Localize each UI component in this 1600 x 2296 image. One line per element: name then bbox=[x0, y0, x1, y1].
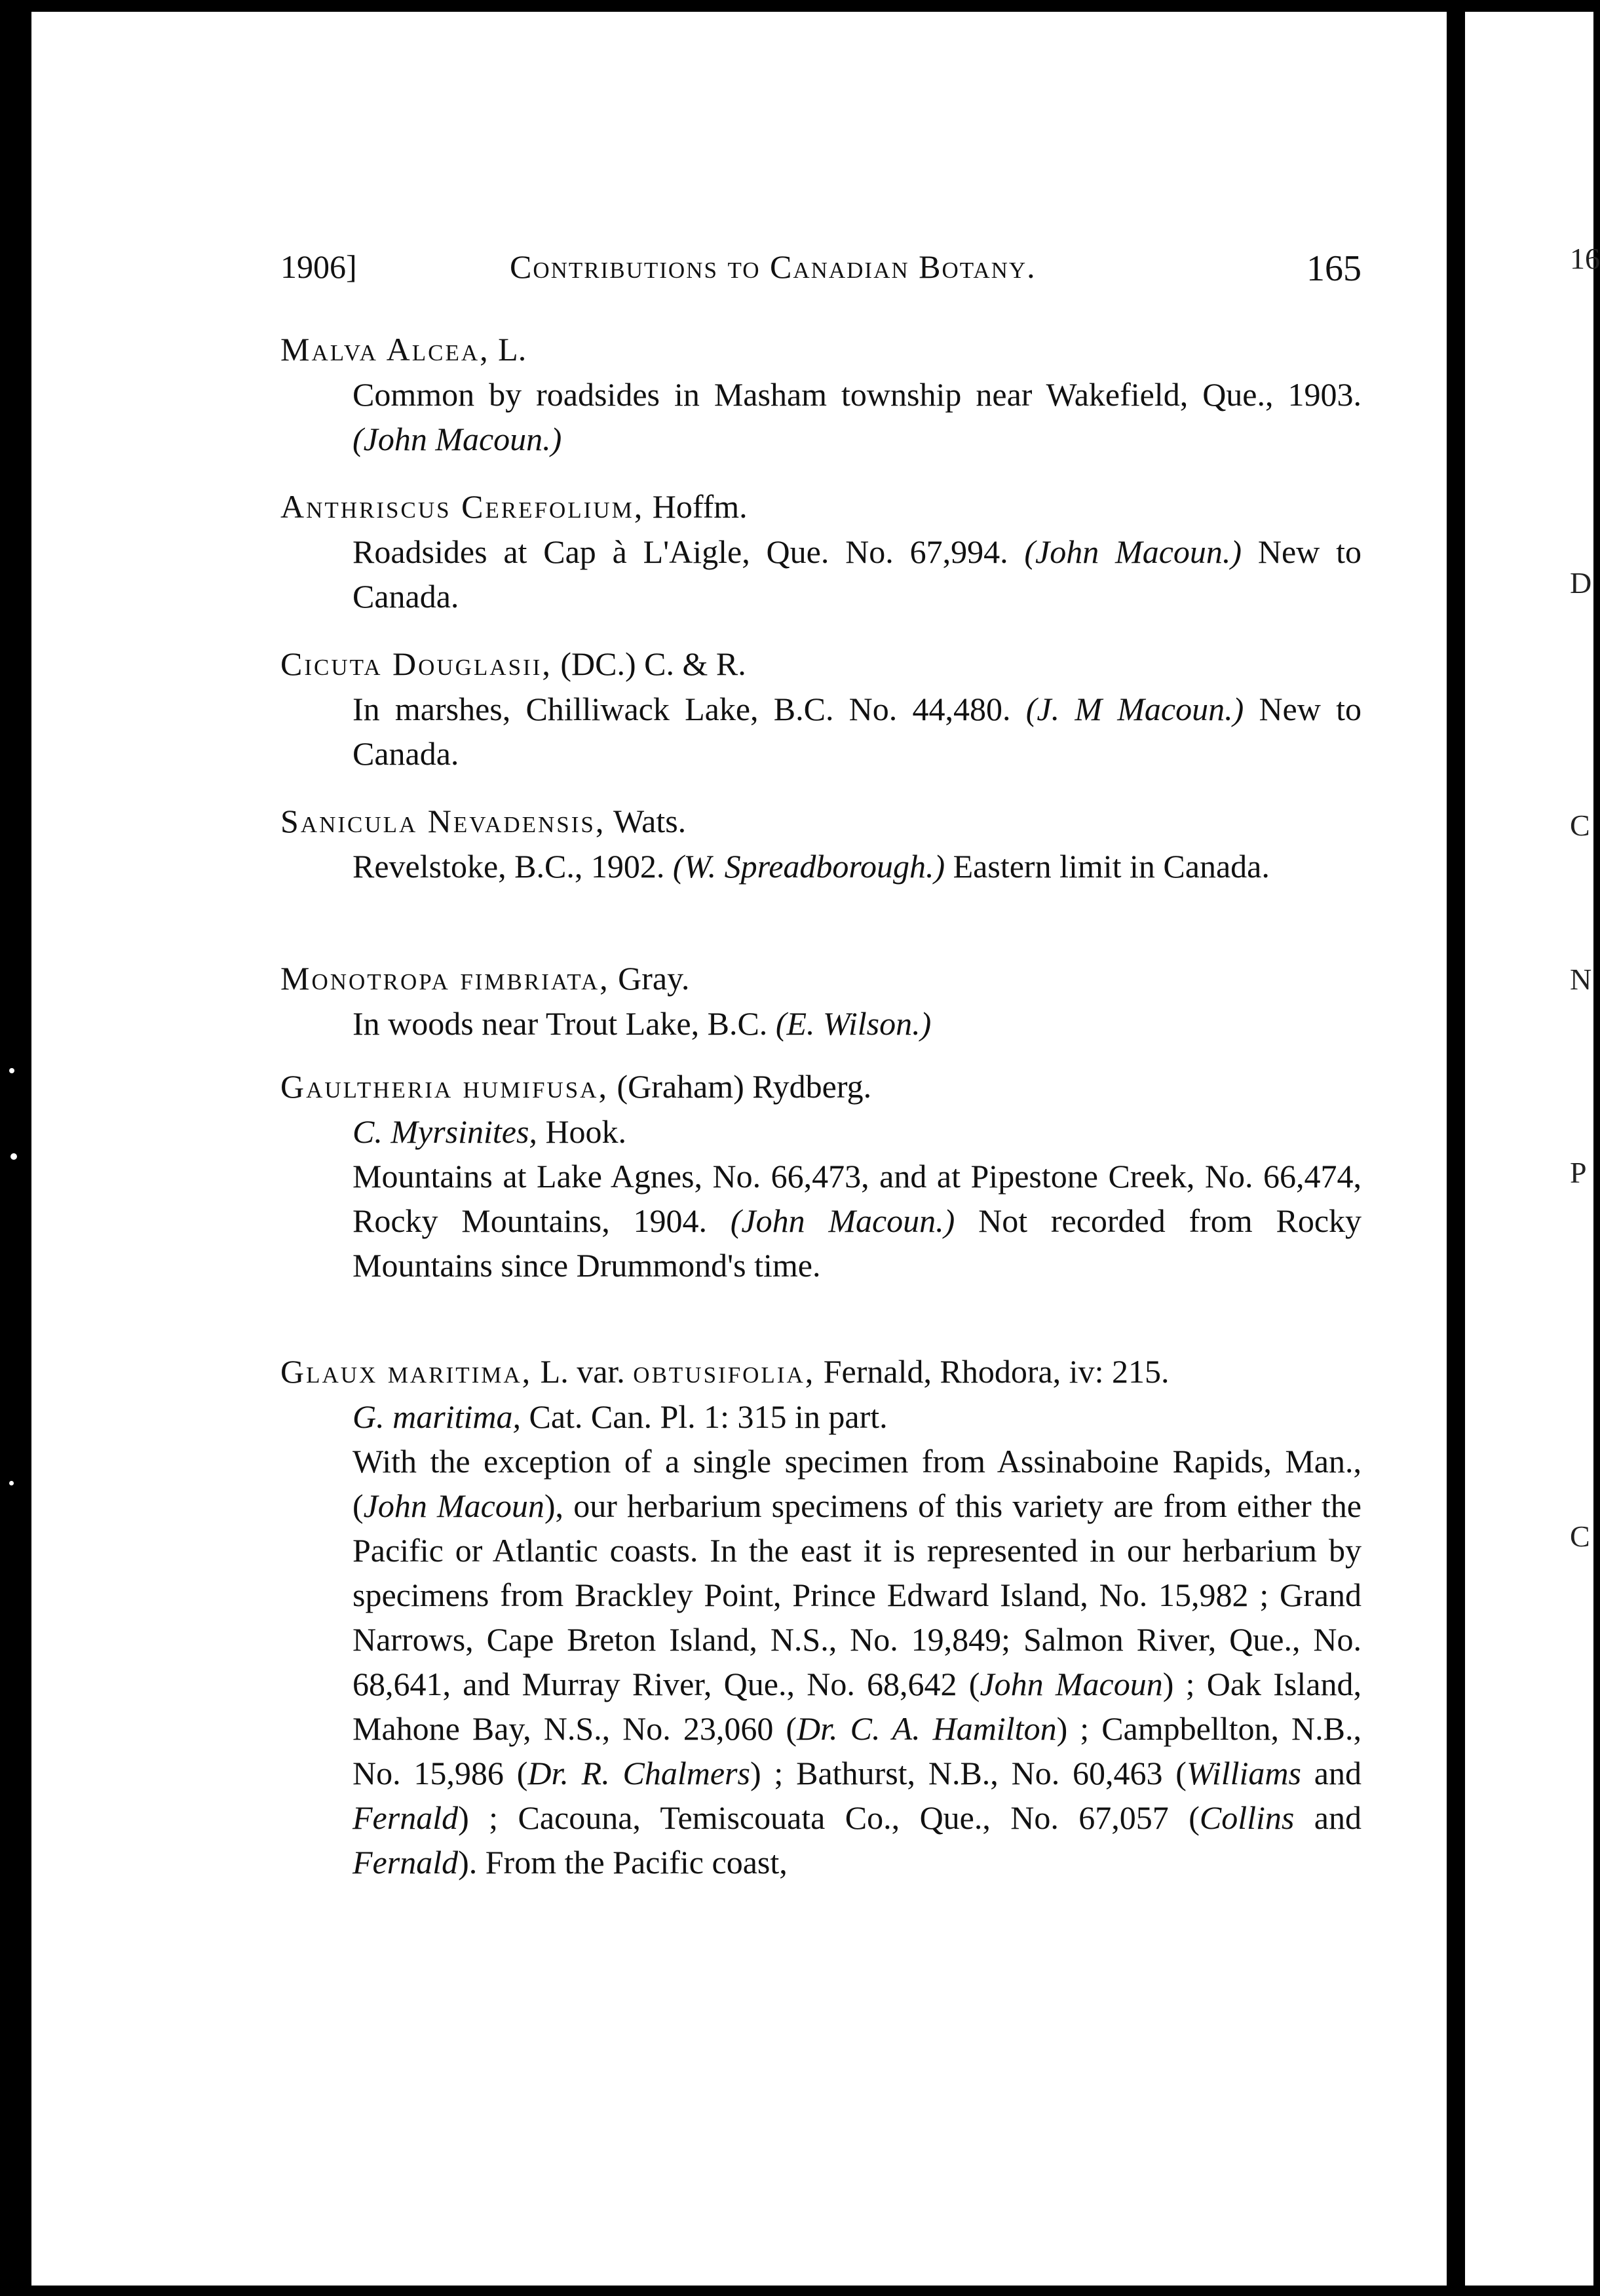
scan-speck bbox=[9, 1068, 14, 1073]
entry-text: In woods near Trout Lake, B.C. bbox=[352, 1005, 768, 1042]
collector: (John Macoun.) bbox=[352, 421, 562, 457]
facing-page-fragment: C bbox=[1570, 809, 1590, 842]
entry-note: New to Canada. bbox=[352, 533, 1362, 615]
species-entry bbox=[280, 798, 1362, 889]
species-name: Sanicula Nevadensis, bbox=[280, 803, 606, 839]
facing-page-fragment: P bbox=[1570, 1156, 1587, 1189]
species-entry bbox=[280, 1063, 1362, 1288]
species-name: Glaux maritima, bbox=[280, 1353, 533, 1390]
species-name: Gaultheria humifusa, bbox=[280, 1068, 609, 1105]
variety-authority: Fernald, Rhodora, iv: 215. bbox=[823, 1353, 1170, 1390]
species-authority: Hoffm. bbox=[652, 488, 748, 525]
species-authority: L. var. bbox=[540, 1353, 625, 1390]
facing-page-fragment: C bbox=[1570, 1520, 1590, 1553]
species-entry bbox=[280, 1349, 1362, 1885]
entry-text: Roadsides at Cap à L'Aigle, Que. No. 67,994. bbox=[352, 533, 1008, 570]
synonym: C. Myrsinites, bbox=[352, 1113, 537, 1150]
entry-text: With the exception of a single specimen from Assinaboine Rapids, Man., (John Macoun), our herbarium specimens of this variety are from either the Pacific or Atlantic coasts. In the east it is represented in our herbarium by specimens from Brackley Point, Prince Edward Island, No. 15,982 ; Grand Narrows, Cape Breton Island, N.S., No. 19,849; Salmon River, Que., No. 68,641, and Murray River, Que., No. 68,642 (John Macoun) ; Oak Island, Mahone Bay, N.S., No. 23,060 (Dr. C. A. Hamilton) ; Campbellton, N.B., No. 15,986 (Dr. R. Chalmers) ; Bathurst, N.B., No. 60,463 (Williams and Fernald) ; Cacouna, Temiscouata Co., Que., No. 67,057 (Collins and Fernald). From the Pacific coast, bbox=[352, 1443, 1362, 1881]
species-entry bbox=[280, 641, 1362, 776]
species-name: Malva Alcea, bbox=[280, 331, 490, 368]
collector: (W. Spreadborough.) bbox=[672, 848, 945, 885]
species-entry bbox=[280, 326, 1362, 461]
variety-name: obtusifolia, bbox=[633, 1353, 816, 1390]
species-authority: Wats. bbox=[613, 803, 687, 839]
species-authority: Gray. bbox=[618, 960, 690, 997]
species-entry bbox=[280, 484, 1362, 619]
collector: (J. M Macoun.) bbox=[1025, 691, 1244, 727]
synonym-authority: Cat. Can. Pl. 1: 315 in part. bbox=[529, 1398, 888, 1435]
synonym: G. maritima, bbox=[352, 1398, 521, 1435]
species-authority: (DC.) C. & R. bbox=[560, 645, 746, 682]
scan-speck bbox=[10, 1153, 17, 1160]
species-name: Cicuta Douglasii, bbox=[280, 645, 552, 682]
entry-text: In marshes, Chilliwack Lake, B.C. No. 44,480. bbox=[352, 691, 1011, 727]
collector: (John Macoun.) bbox=[1024, 533, 1242, 570]
facing-page-fragment: D bbox=[1570, 566, 1592, 600]
entry-note: Eastern limit in Canada. bbox=[953, 848, 1270, 885]
collector: (E. Wilson.) bbox=[775, 1005, 932, 1042]
facing-page-fragment: 16 bbox=[1570, 242, 1600, 275]
book-page bbox=[31, 12, 1447, 2286]
page-number: 165 bbox=[1306, 248, 1362, 289]
header-title: Contributions to Canadian Botany. bbox=[510, 248, 1037, 285]
scan-speck bbox=[9, 1481, 14, 1485]
header-year: 1906] bbox=[280, 248, 357, 285]
synonym-authority: Hook. bbox=[545, 1113, 627, 1150]
entry-note: Not recorded from Rocky Mountains since Drummond's time. bbox=[352, 1202, 1362, 1284]
entry-text: Revelstoke, B.C., 1902. bbox=[352, 848, 665, 885]
facing-page-edge bbox=[1465, 12, 1600, 2286]
entry-text: Mountains at Lake Agnes, No. 66,473, and at Pipestone Creek, No. 66,474, Rocky Mountains, 1904. bbox=[352, 1158, 1362, 1239]
facing-page-fragment: N bbox=[1570, 963, 1592, 996]
species-name: Monotropa fimbriata, bbox=[280, 960, 610, 997]
species-entry bbox=[280, 955, 1362, 1046]
species-authority: (Graham) Rydberg. bbox=[617, 1068, 872, 1105]
collector: (John Macoun.) bbox=[730, 1202, 955, 1239]
species-name: Anthriscus Cerefolium, bbox=[280, 488, 645, 525]
entry-text: Common by roadsides in Masham township near Wakefield, Que., 1903. bbox=[352, 376, 1362, 413]
species-authority: L. bbox=[498, 331, 527, 368]
entry-note: New to Canada. bbox=[352, 691, 1362, 772]
